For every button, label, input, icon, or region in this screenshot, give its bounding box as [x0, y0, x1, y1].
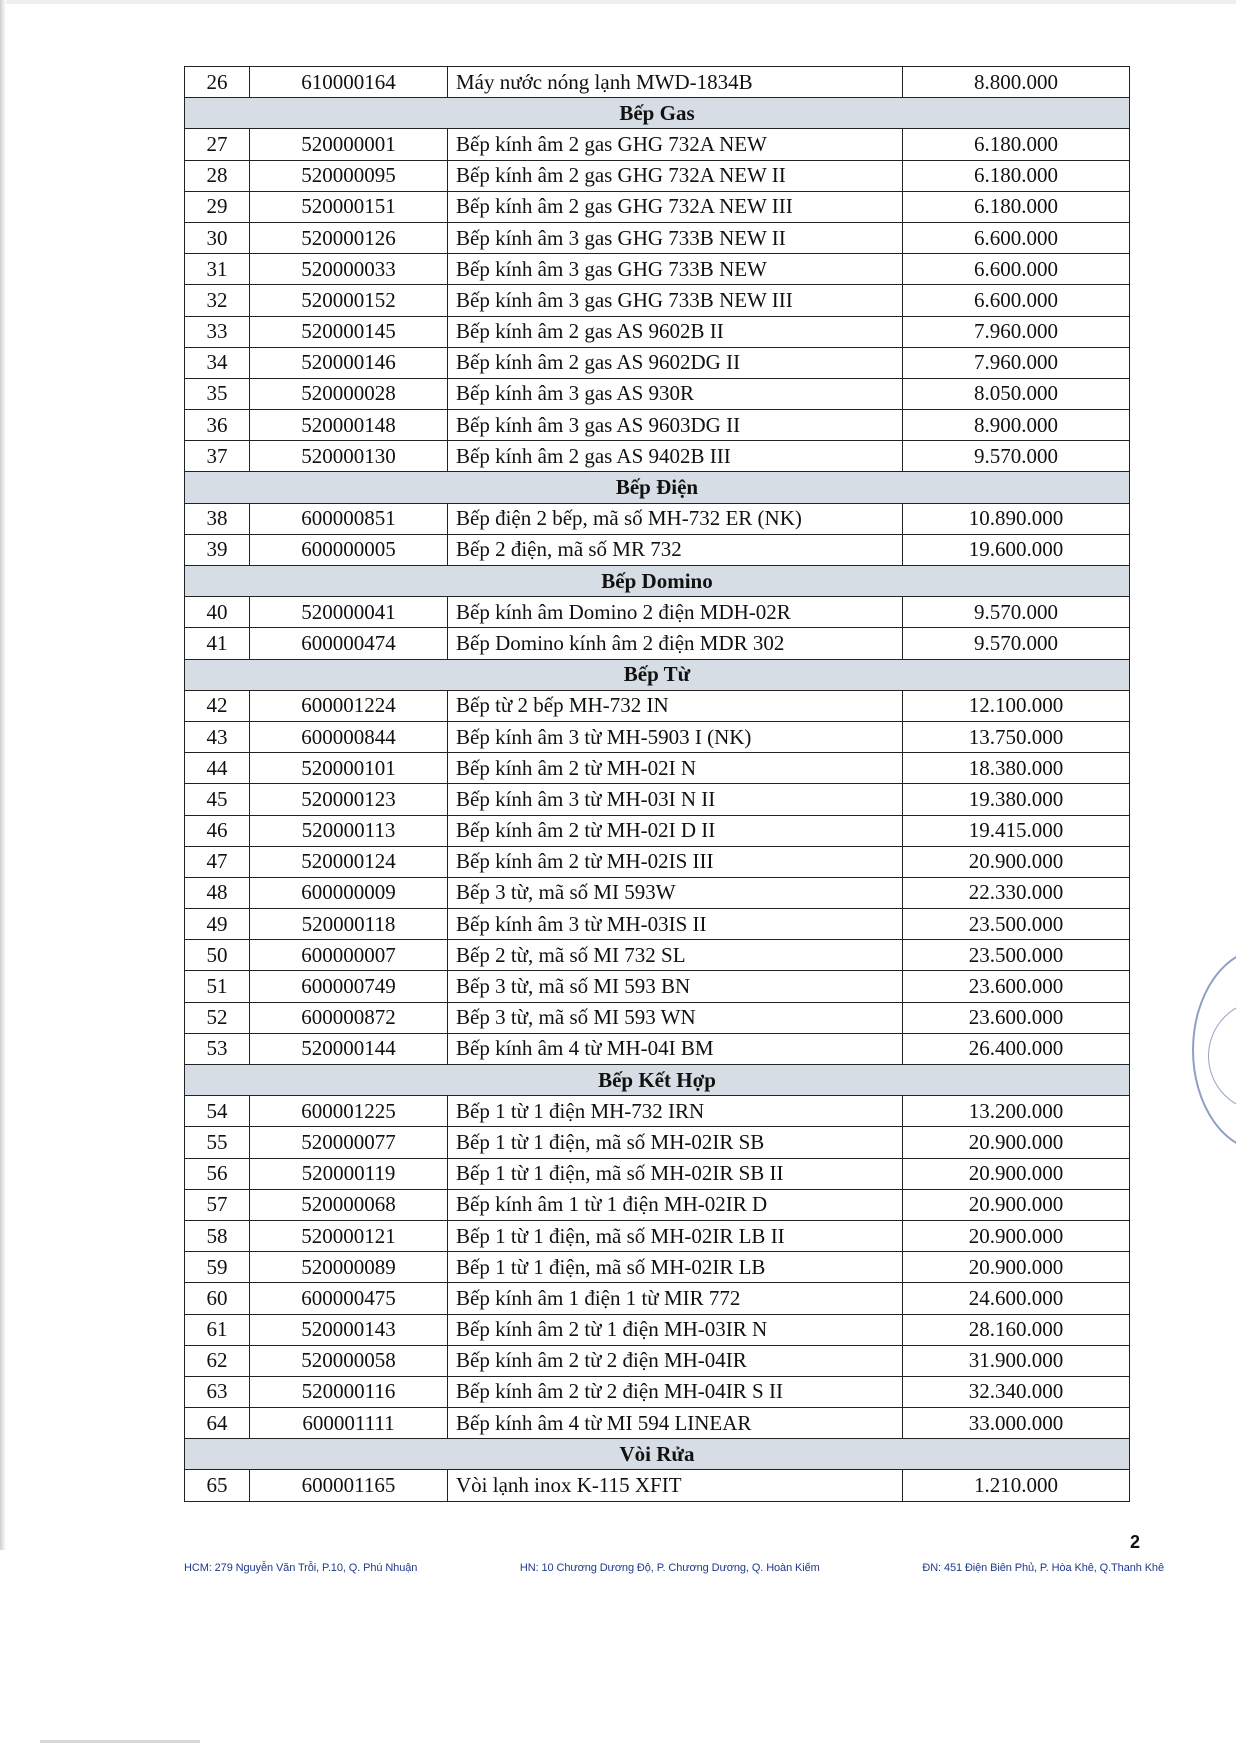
row-number: 52 — [185, 1002, 250, 1033]
product-code: 520000116 — [250, 1376, 448, 1407]
product-price: 20.900.000 — [903, 846, 1130, 877]
product-code: 600000851 — [250, 503, 448, 534]
table-row — [185, 1283, 1130, 1314]
product-code: 520000058 — [250, 1345, 448, 1376]
product-name: Bếp kính âm 2 gas AS 9402B III — [448, 441, 903, 472]
row-number: 26 — [185, 67, 250, 98]
product-price: 20.900.000 — [903, 1189, 1130, 1220]
product-name: Bếp kính âm 2 gas GHG 732A NEW — [448, 129, 903, 160]
product-price: 31.900.000 — [903, 1345, 1130, 1376]
row-number: 37 — [185, 441, 250, 472]
product-name: Bếp 3 từ, mã số MI 593 WN — [448, 1002, 903, 1033]
row-number: 58 — [185, 1220, 250, 1251]
table-row — [185, 1408, 1130, 1439]
product-price: 13.200.000 — [903, 1096, 1130, 1127]
product-code: 520000151 — [250, 191, 448, 222]
product-name: Bếp 1 từ 1 điện MH-732 IRN — [448, 1096, 903, 1127]
product-code: 600001111 — [250, 1408, 448, 1439]
section-title: Bếp Kết Hợp — [185, 1065, 1130, 1096]
product-name: Bếp kính âm 3 gas AS 930R — [448, 378, 903, 409]
table-row — [185, 940, 1130, 971]
row-number: 60 — [185, 1283, 250, 1314]
table-row — [185, 877, 1130, 908]
section-header-row — [185, 98, 1130, 129]
table-row — [185, 1033, 1130, 1064]
row-number: 53 — [185, 1033, 250, 1064]
product-code: 600000749 — [250, 971, 448, 1002]
product-code: 520000001 — [250, 129, 448, 160]
row-number: 65 — [185, 1470, 250, 1501]
product-name: Bếp kính âm 1 điện 1 từ MIR 772 — [448, 1283, 903, 1314]
product-code: 520000130 — [250, 441, 448, 472]
product-code: 520000113 — [250, 815, 448, 846]
table-row — [185, 1158, 1130, 1189]
row-number: 38 — [185, 503, 250, 534]
product-code: 520000145 — [250, 316, 448, 347]
product-name: Bếp 2 từ, mã số MI 732 SL — [448, 940, 903, 971]
product-price: 20.900.000 — [903, 1220, 1130, 1251]
row-number: 33 — [185, 316, 250, 347]
row-number: 59 — [185, 1252, 250, 1283]
product-code: 520000033 — [250, 254, 448, 285]
product-price: 22.330.000 — [903, 877, 1130, 908]
row-number: 55 — [185, 1127, 250, 1158]
product-price: 6.600.000 — [903, 222, 1130, 253]
product-price: 23.600.000 — [903, 1002, 1130, 1033]
product-price: 8.900.000 — [903, 410, 1130, 441]
product-code: 520000146 — [250, 347, 448, 378]
product-code: 520000041 — [250, 597, 448, 628]
product-code: 520000143 — [250, 1314, 448, 1345]
table-row — [185, 1002, 1130, 1033]
table-row — [185, 690, 1130, 721]
table-row — [185, 160, 1130, 191]
table-row — [185, 721, 1130, 752]
row-number: 40 — [185, 597, 250, 628]
row-number: 46 — [185, 815, 250, 846]
product-code: 520000144 — [250, 1033, 448, 1064]
product-code: 600000007 — [250, 940, 448, 971]
product-name: Bếp 3 từ, mã số MI 593W — [448, 877, 903, 908]
row-number: 29 — [185, 191, 250, 222]
product-price: 19.415.000 — [903, 815, 1130, 846]
table-row — [185, 441, 1130, 472]
section-title: Bếp Từ — [185, 659, 1130, 690]
product-price: 6.600.000 — [903, 254, 1130, 285]
product-price: 33.000.000 — [903, 1408, 1130, 1439]
product-code: 520000126 — [250, 222, 448, 253]
product-name: Máy nước nóng lạnh MWD-1834B — [448, 67, 903, 98]
product-name: Bếp kính âm 2 từ 2 điện MH-04IR — [448, 1345, 903, 1376]
row-number: 48 — [185, 877, 250, 908]
footer-address-hcm: HCM: 279 Nguyễn Văn Trỗi, P.10, Q. Phú Nhuận — [184, 1562, 418, 1574]
row-number: 44 — [185, 753, 250, 784]
product-code: 520000068 — [250, 1189, 448, 1220]
product-name: Bếp kính âm 3 từ MH-03IS II — [448, 909, 903, 940]
row-number: 43 — [185, 721, 250, 752]
section-title: Bếp Điện — [185, 472, 1130, 503]
table-row — [185, 347, 1130, 378]
footer-addresses — [184, 1562, 1164, 1574]
product-code: 520000123 — [250, 784, 448, 815]
product-code: 520000095 — [250, 160, 448, 191]
row-number: 34 — [185, 347, 250, 378]
product-name: Bếp từ 2 bếp MH-732 IN — [448, 690, 903, 721]
table-row — [185, 316, 1130, 347]
product-code: 600000872 — [250, 1002, 448, 1033]
product-code: 520000148 — [250, 410, 448, 441]
product-price: 28.160.000 — [903, 1314, 1130, 1345]
row-number: 50 — [185, 940, 250, 971]
product-name: Bếp kính âm 2 gas GHG 732A NEW II — [448, 160, 903, 191]
product-code: 520000089 — [250, 1252, 448, 1283]
row-number: 54 — [185, 1096, 250, 1127]
row-number: 51 — [185, 971, 250, 1002]
price-table-body — [185, 67, 1130, 1502]
table-row — [185, 191, 1130, 222]
table-row — [185, 784, 1130, 815]
product-price: 19.380.000 — [903, 784, 1130, 815]
product-name: Bếp kính âm 3 gas GHG 733B NEW III — [448, 285, 903, 316]
footer-address-hn: HN: 10 Chương Dương Độ, P. Chương Dương, Q. Hoàn Kiếm — [519, 1562, 820, 1574]
product-name: Bếp kính âm 3 gas GHG 733B NEW — [448, 254, 903, 285]
product-name: Bếp kính âm 2 từ MH-02IS III — [448, 846, 903, 877]
row-number: 28 — [185, 160, 250, 191]
table-row — [185, 1345, 1130, 1376]
footer-address-dn: ĐN: 451 Điện Biên Phủ, P. Hòa Khê, Q.Thanh Khê — [922, 1562, 1164, 1574]
product-name: Bếp 1 từ 1 điện, mã số MH-02IR LB — [448, 1252, 903, 1283]
product-code: 600000474 — [250, 628, 448, 659]
product-name: Bếp kính âm 3 gas AS 9603DG II — [448, 410, 903, 441]
product-name: Bếp Domino kính âm 2 điện MDR 302 — [448, 628, 903, 659]
row-number: 27 — [185, 129, 250, 160]
product-price: 20.900.000 — [903, 1252, 1130, 1283]
row-number: 62 — [185, 1345, 250, 1376]
product-code: 600000475 — [250, 1283, 448, 1314]
product-price: 10.890.000 — [903, 503, 1130, 534]
product-price: 7.960.000 — [903, 316, 1130, 347]
row-number: 47 — [185, 846, 250, 877]
table-row — [185, 410, 1130, 441]
page-number: 2 — [1130, 1532, 1141, 1552]
table-row — [185, 1314, 1130, 1345]
product-price: 8.050.000 — [903, 378, 1130, 409]
product-name: Bếp kính âm 2 từ 1 điện MH-03IR N — [448, 1314, 903, 1345]
section-header-row — [185, 566, 1130, 597]
product-price: 23.600.000 — [903, 971, 1130, 1002]
table-row — [185, 1189, 1130, 1220]
product-code: 600000005 — [250, 534, 448, 565]
table-row — [185, 628, 1130, 659]
product-code: 610000164 — [250, 67, 448, 98]
product-name: Bếp kính âm 2 gas AS 9602DG II — [448, 347, 903, 378]
product-price: 1.210.000 — [903, 1470, 1130, 1501]
table-row — [185, 909, 1130, 940]
row-number: 30 — [185, 222, 250, 253]
product-code: 520000124 — [250, 846, 448, 877]
scan-left-edge — [0, 0, 6, 1550]
product-name: Bếp 3 từ, mã số MI 593 BN — [448, 971, 903, 1002]
product-code: 600001224 — [250, 690, 448, 721]
row-number: 57 — [185, 1189, 250, 1220]
row-number: 63 — [185, 1376, 250, 1407]
product-name: Bếp kính âm 2 từ MH-02I N — [448, 753, 903, 784]
section-header-row — [185, 659, 1130, 690]
price-table — [184, 66, 1130, 1502]
row-number: 32 — [185, 285, 250, 316]
product-name: Bếp kính âm 2 từ MH-02I D II — [448, 815, 903, 846]
table-row — [185, 378, 1130, 409]
product-name: Bếp kính âm 3 gas GHG 733B NEW II — [448, 222, 903, 253]
product-name: Bếp 1 từ 1 điện, mã số MH-02IR LB II — [448, 1220, 903, 1251]
product-price: 9.570.000 — [903, 628, 1130, 659]
product-name: Bếp kính âm 4 từ MI 594 LINEAR — [448, 1408, 903, 1439]
product-price: 26.400.000 — [903, 1033, 1130, 1064]
table-row — [185, 1127, 1130, 1158]
table-row — [185, 222, 1130, 253]
product-price: 19.600.000 — [903, 534, 1130, 565]
section-title: Bếp Gas — [185, 98, 1130, 129]
product-price: 20.900.000 — [903, 1158, 1130, 1189]
product-name: Bếp 2 điện, mã số MR 732 — [448, 534, 903, 565]
product-price: 18.380.000 — [903, 753, 1130, 784]
product-price: 8.800.000 — [903, 67, 1130, 98]
product-code: 600000009 — [250, 877, 448, 908]
product-name: Bếp kính âm 2 gas AS 9602B II — [448, 316, 903, 347]
table-row — [185, 846, 1130, 877]
row-number: 41 — [185, 628, 250, 659]
product-price: 20.900.000 — [903, 1127, 1130, 1158]
table-row — [185, 815, 1130, 846]
product-price: 7.960.000 — [903, 347, 1130, 378]
product-code: 520000119 — [250, 1158, 448, 1189]
table-row — [185, 1220, 1130, 1251]
table-row — [185, 285, 1130, 316]
product-price: 23.500.000 — [903, 909, 1130, 940]
product-price: 23.500.000 — [903, 940, 1130, 971]
product-name: Bếp điện 2 bếp, mã số MH-732 ER (NK) — [448, 503, 903, 534]
scan-bottom-strip — [40, 1740, 200, 1743]
product-name: Bếp kính âm 2 gas GHG 732A NEW III — [448, 191, 903, 222]
row-number: 49 — [185, 909, 250, 940]
product-price: 32.340.000 — [903, 1376, 1130, 1407]
table-row — [185, 753, 1130, 784]
table-row — [185, 503, 1130, 534]
table-row — [185, 1252, 1130, 1283]
product-name: Bếp kính âm 3 từ MH-03I N II — [448, 784, 903, 815]
product-price: 6.180.000 — [903, 191, 1130, 222]
product-name: Bếp kính âm 2 từ 2 điện MH-04IR S II — [448, 1376, 903, 1407]
table-row — [185, 1096, 1130, 1127]
product-price: 9.570.000 — [903, 597, 1130, 628]
product-code: 600001225 — [250, 1096, 448, 1127]
product-code: 600000844 — [250, 721, 448, 752]
table-row — [185, 1470, 1130, 1501]
product-code: 600001165 — [250, 1470, 448, 1501]
product-price: 6.180.000 — [903, 160, 1130, 191]
section-header-row — [185, 472, 1130, 503]
table-row — [185, 1376, 1130, 1407]
row-number: 64 — [185, 1408, 250, 1439]
product-price: 6.180.000 — [903, 129, 1130, 160]
product-name: Bếp kính âm 4 từ MH-04I BM — [448, 1033, 903, 1064]
product-price: 12.100.000 — [903, 690, 1130, 721]
section-header-row — [185, 1439, 1130, 1470]
product-name: Bếp kính âm 1 từ 1 điện MH-02IR D — [448, 1189, 903, 1220]
table-row — [185, 129, 1130, 160]
row-number: 42 — [185, 690, 250, 721]
product-code: 520000028 — [250, 378, 448, 409]
row-number: 56 — [185, 1158, 250, 1189]
table-row — [185, 67, 1130, 98]
product-code: 520000077 — [250, 1127, 448, 1158]
product-name: Bếp kính âm 3 từ MH-5903 I (NK) — [448, 721, 903, 752]
product-price: 24.600.000 — [903, 1283, 1130, 1314]
row-number: 36 — [185, 410, 250, 441]
row-number: 61 — [185, 1314, 250, 1345]
row-number: 31 — [185, 254, 250, 285]
section-title: Bếp Domino — [185, 566, 1130, 597]
table-row — [185, 534, 1130, 565]
product-code: 520000118 — [250, 909, 448, 940]
section-title: Vòi Rửa — [185, 1439, 1130, 1470]
product-code: 520000101 — [250, 753, 448, 784]
product-name: Bếp kính âm Domino 2 điện MDH-02R — [448, 597, 903, 628]
row-number: 45 — [185, 784, 250, 815]
product-code: 520000152 — [250, 285, 448, 316]
row-number: 39 — [185, 534, 250, 565]
product-price: 9.570.000 — [903, 441, 1130, 472]
section-header-row — [185, 1065, 1130, 1096]
table-row — [185, 971, 1130, 1002]
product-code: 520000121 — [250, 1220, 448, 1251]
product-price: 6.600.000 — [903, 285, 1130, 316]
table-row — [185, 254, 1130, 285]
product-name: Bếp 1 từ 1 điện, mã số MH-02IR SB — [448, 1127, 903, 1158]
table-row — [185, 597, 1130, 628]
scan-top-edge — [0, 0, 1236, 4]
product-name: Vòi lạnh inox K-115 XFIT — [448, 1470, 903, 1501]
product-price: 13.750.000 — [903, 721, 1130, 752]
row-number: 35 — [185, 378, 250, 409]
product-name: Bếp 1 từ 1 điện, mã số MH-02IR SB II — [448, 1158, 903, 1189]
